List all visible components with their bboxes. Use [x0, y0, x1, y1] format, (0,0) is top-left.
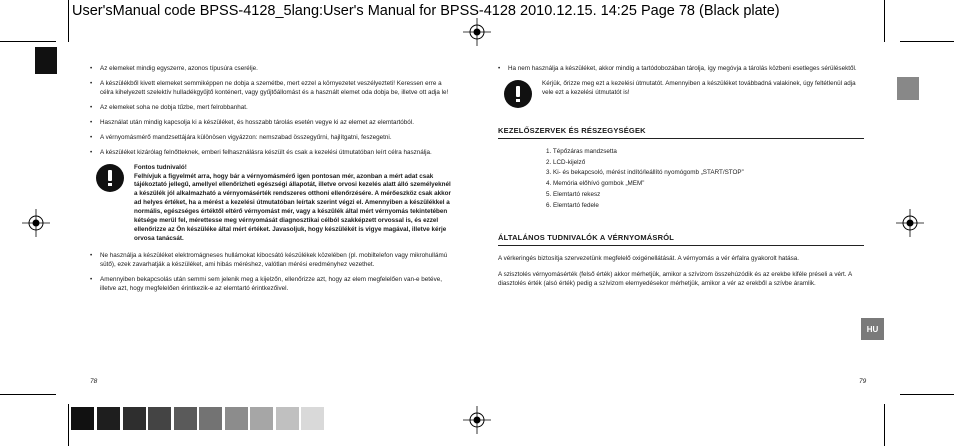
list-item: 3. Ki- és bekapcsoló, mérést indító/leállító nyomógomb „START/STOP”	[546, 169, 744, 177]
warning-box	[498, 80, 864, 108]
list-item: • Ne használja a készüléket elektromágneses hullámokat kibocsátó készülékek közelében (pl. mobiltelefon vagy mikrohullámú sütő), ezek zavarhatják a készüléket, ami hibás méréshez, valótlan mérési eredményhez vezethet.	[90, 252, 454, 270]
list-item: • Az elemeket mindig egyszerre, azonos típusúra cserélje.	[90, 65, 454, 74]
color-swatch	[199, 407, 222, 430]
registration-mark-icon	[896, 209, 924, 237]
list-item: 1. Tépőzáras mandzsetta	[546, 147, 617, 155]
color-swatch	[123, 407, 146, 430]
section-title: KEZELŐSZERVEK ÉS RÉSZEGYSÉGEK	[498, 126, 864, 139]
color-swatch	[276, 407, 299, 430]
bullet-list	[90, 65, 454, 158]
page-number: 78	[90, 378, 98, 385]
crop-mark	[884, 0, 885, 42]
color-swatch	[97, 407, 120, 430]
warning-box	[90, 164, 454, 244]
bullet-list	[498, 65, 864, 74]
list-item: • A készüléket kizárólag felnőtteknek, emberi felhasználásra készült és csak a kezelési útmutatóban leírt célra használja.	[90, 149, 454, 158]
list-item: 5. Elemtartó rekesz	[546, 191, 601, 199]
warning-title: Fontos tudnivaló!	[134, 163, 187, 171]
list-item: 2. LCD-kijelző	[546, 158, 586, 166]
crop-mark	[68, 404, 69, 446]
paragraph: A szisztolés vérnyomásérték (felső érték) akkor mérhetjük, amikor a szívizom összehúzódik és az erekbe kiféle préseli a vért. A diasztolés érték (alsó érték) pedig a szívizom elernyedésekor mérhetjük, amikor a vér az erekből a szívbe áramlik.	[498, 270, 852, 287]
crop-mark	[900, 41, 954, 42]
list-item: • Használat után mindig kapcsolja ki a készüléket, és hosszabb tárolás esetén vegye ki az elemet az elemtartóból.	[90, 119, 454, 128]
list-item: • Amennyiben bekapcsolás után semmi sem jelenik meg a kijelzőn, ellenőrizze azt, hogy az elem megfelelően van-e betéve, illetve azt, hogy megfelelően érintkezik-e az elemtartó érintkezőivel.	[90, 276, 454, 294]
list-item: • A készülékből kivett elemeket semmiképpen ne dobja a szemétbe, mert ezzel a környezetet veszélyezteti! Keressen erre a célra kihelyezett szelektív hulladékgyűjtő konténert, vagy gyűjtőállomást és a használt elemet oda dobja be, illetve ott adja le!	[90, 80, 454, 98]
color-swatch	[148, 407, 171, 430]
warning-text: Felhívjuk a figyelmét arra, hogy bár a vérnyomásmérő igen pontosan mér, azonban a mért adat csak tájékoztató jellegű, amellyel ellenőrizheti egészségi állapotát, illetve orvosi kezelés alatt álló személyeknél a készülék jól alkalmazható a vérnyomásérték rendszeres otthoni ellenőrzésére. A mérőeszköz csak akkor ad helyes értéket, ha a mérést a kezelési útmutatóban leírtak szerint végzi el. Amennyiben a készülékkel a normális, egészséges értéktől eltérő vérnyomást mér, vagy a készülék által mért vérnyomás tekintetében kétsége merül fel, mérettesse meg vérnyomását diagnosztikai célból szakképzett orvossal is, és ezzel ellenőrizze az Ön készüléke által mért értéket. Javasoljuk, hogy készülékét is vigye magával, illetve kérje orvosa tanácsát.	[134, 172, 451, 243]
registration-mark-icon	[463, 18, 491, 46]
right-page-content	[498, 65, 864, 296]
color-swatch	[225, 407, 248, 430]
print-header: User'sManual code BPSS-4128_5lang:User's Manual for BPSS-4128 2010.12.15. 14:25 Page 78 (Black plate)	[72, 3, 780, 19]
crop-mark	[68, 0, 69, 42]
list-item: 4. Memória előhívó gombok „MEM”	[546, 180, 645, 188]
bullet-list	[90, 252, 454, 294]
thumb-index-block	[35, 47, 57, 74]
left-page-content	[90, 65, 454, 300]
color-swatch	[250, 407, 273, 430]
parts-list	[546, 148, 864, 212]
list-item: • Az elemeket soha ne dobja tűzbe, mert felrobbanhat.	[90, 104, 454, 113]
warning-text-block	[134, 164, 454, 244]
crop-mark	[0, 41, 56, 42]
page-number: 79	[859, 378, 867, 385]
registration-mark-icon	[22, 209, 50, 237]
list-item: • Ha nem használja a készüléket, akkor mindig a tartódobozában tárolja, így megóvja a tárolás közbeni esetleges sérülésektől.	[498, 65, 864, 74]
exclamation-icon	[504, 80, 532, 108]
color-swatch	[174, 407, 197, 430]
crop-mark	[884, 404, 885, 446]
color-swatch	[71, 407, 94, 430]
crop-mark	[0, 394, 56, 395]
list-item: 6. Elemtartó fedele	[546, 202, 599, 210]
list-item: • A vérnyomásmérő mandzsettájára különösen vigyázzon: nemszabad összegyűrni, hajlítgatni, feszegetni.	[90, 134, 454, 143]
language-tab: HU	[861, 318, 884, 340]
paragraph: A vérkeringés biztosítja szervezetünk megfelelő oxigénellátását. A vérnyomás a vér érfalra gyakorolt hatása.	[498, 254, 800, 262]
exclamation-icon	[96, 164, 124, 192]
registration-mark-icon	[463, 406, 491, 434]
thumb-index-block	[897, 77, 919, 100]
section-title: ÁLTALÁNOS TUDNIVALÓK A VÉRNYOMÁSRÓL	[498, 233, 864, 246]
warning-text: Kérjük, őrizze meg ezt a kezelési útmutatót. Amennyiben a készüléket továbbadná valakinek, úgy feltétlenül adja vele ezt a kezelési útmutatót is!	[542, 79, 856, 96]
color-swatch	[301, 407, 324, 430]
crop-mark	[900, 394, 954, 395]
